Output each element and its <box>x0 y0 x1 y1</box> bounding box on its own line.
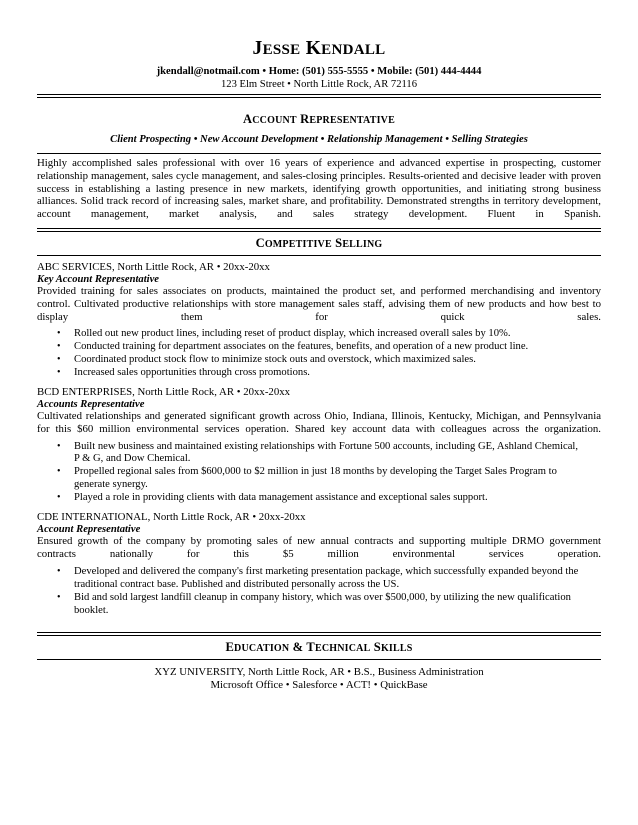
achievement-item: • Coordinated product stock flow to minimize stock outs and overstock, which maximized sales. <box>74 354 601 367</box>
title-initial: T <box>306 640 315 655</box>
title-initial: A <box>243 112 253 126</box>
header-rule <box>37 94 601 98</box>
email-link[interactable]: jkendall@notmail.com <box>156 66 260 77</box>
name-part: ENDALL <box>321 42 386 58</box>
objective-section <box>37 112 601 146</box>
experience-title <box>37 236 601 252</box>
core-skills: Client Prospecting • New Account Development • Relationship Management • Selling Strategies <box>110 134 528 145</box>
job-achievements <box>37 328 601 380</box>
job-achievements <box>37 441 601 506</box>
home-label: Home: <box>268 66 300 77</box>
title-part: OMPETITIVE <box>264 238 332 250</box>
job-entry <box>37 386 601 505</box>
job-description: Provided training for sales associates on products, maintained the product set, and performed merchandising and inventory control. Cultivated productive relationships with store management sales staff, advising them of new products and how best to display them for quick sales. <box>37 285 601 323</box>
summary-paragraph: Highly accomplished sales professional with over 16 years of experience and advanced expertise in prospecting, customer relationship management, sales cycle management, and sales-closing principles. Results-oriented and decisive leader with proven success in establishing a lasting presence in new markets, identifying growth opportunities, and initiating strong business alliances. Solid track record of increasing sales, market share, and profitability. Demonstrated strengths in territory development, account management, market analysis, and sales strategy development. Fluent in Spanish. <box>37 157 601 221</box>
name-initial: K <box>305 38 322 59</box>
experience-bottom-rule <box>37 255 601 256</box>
contact-line <box>37 66 601 79</box>
education-title <box>37 640 601 656</box>
education-bottom-rule <box>37 659 601 660</box>
title-initial: C <box>255 235 265 250</box>
separator: • <box>370 66 375 77</box>
job-description: Cultivated relationships and generated significant growth across Ohio, Indiana, Illinois, Kentucky, Michigan, and Pennsylvania for this $60 million environmental services operation. Shared key account data with colleagues across the organization. <box>37 410 601 435</box>
title-part: ELLING <box>342 238 383 250</box>
title-initial: R <box>300 112 310 126</box>
job-company: BCD ENTERPRISES, North Little Rock, AR • 20xx-20xx <box>37 385 291 398</box>
title-part: KILLS <box>380 643 413 655</box>
name-part: ESSE <box>262 42 301 58</box>
job-role: Accounts Representative <box>37 398 145 410</box>
achievement-item: • Propelled regional sales from $600,000 to $2 million in just 18 months by developing the Target Sales Program to generate synergy. <box>74 466 601 492</box>
resume-content <box>37 38 601 692</box>
achievement-item: • Conducted training for department associates on the features, benefits, and operation of a new product line. <box>74 341 601 354</box>
education-degree: XYZ UNIVERSITY, North Little Rock, AR • B.S., Business Administration <box>154 666 484 679</box>
contact-info <box>37 66 601 91</box>
education-top-rule <box>37 632 601 636</box>
job-role: Account Representative <box>37 523 141 535</box>
title-ampersand: & <box>292 640 304 655</box>
mobile-phone: (501) 444-4444 <box>415 66 482 77</box>
job-company: CDE INTERNATIONAL, North Little Rock, AR • 20xx-20xx <box>37 511 306 524</box>
title-initial: S <box>335 235 343 250</box>
job-role: Key Account Representative <box>37 273 160 285</box>
title-part: CCOUNT <box>252 115 297 126</box>
achievement-item: • Increased sales opportunities through cross promotions. <box>74 367 601 380</box>
address: 123 Elm Street • North Little Rock, AR 72116 <box>220 78 418 90</box>
summary-top-rule <box>37 153 601 154</box>
achievement-item: • Bid and sold largest landfill cleanup in company history, which was over $500,000, by utilizing the new qualification booklet. <box>74 592 601 618</box>
title-part: ECHNICAL <box>314 643 371 655</box>
job-company: ABC SERVICES, North Little Rock, AR • 20xx-20xx <box>37 260 270 273</box>
achievement-item: • Played a role in providing clients with data management assistance and exceptional sales support. <box>74 492 601 505</box>
title-initial: E <box>225 640 235 655</box>
title-part: EPRESENTATIVE <box>309 115 395 126</box>
title-initial: S <box>373 640 381 655</box>
job-achievements <box>37 566 601 618</box>
job-entry <box>37 261 601 380</box>
mobile-label: Mobile: <box>377 66 413 77</box>
candidate-name <box>37 38 601 61</box>
job-description: Ensured growth of the company by promoting sales of new annual contracts and supporting multiple DRMO government contracts nationally for this $5 million environmental services operation. <box>37 535 601 561</box>
achievement-item: • Rolled out new product lines, including reset of product display, which increased overall sales by 10%. <box>74 328 601 341</box>
separator: • <box>262 66 267 77</box>
achievement-item: • Built new business and maintained existing relationships with Fortune 500 accounts, including GE, Ashland Chemical, P & G, and Dow Chemical. <box>74 441 601 467</box>
achievement-item: • Developed and delivered the company's first marketing presentation package, which successfully expanded beyond the traditional contract base. Published and distributed personally across the US. <box>74 566 601 592</box>
objective-title <box>37 112 601 128</box>
job-entry <box>37 511 601 617</box>
home-phone: (501) 555-5555 <box>302 66 369 77</box>
technical-skills: Microsoft Office • Salesforce • ACT! • QuickBase <box>210 679 428 692</box>
title-part: DUCATION <box>234 643 290 655</box>
name-initial: J <box>252 38 263 59</box>
